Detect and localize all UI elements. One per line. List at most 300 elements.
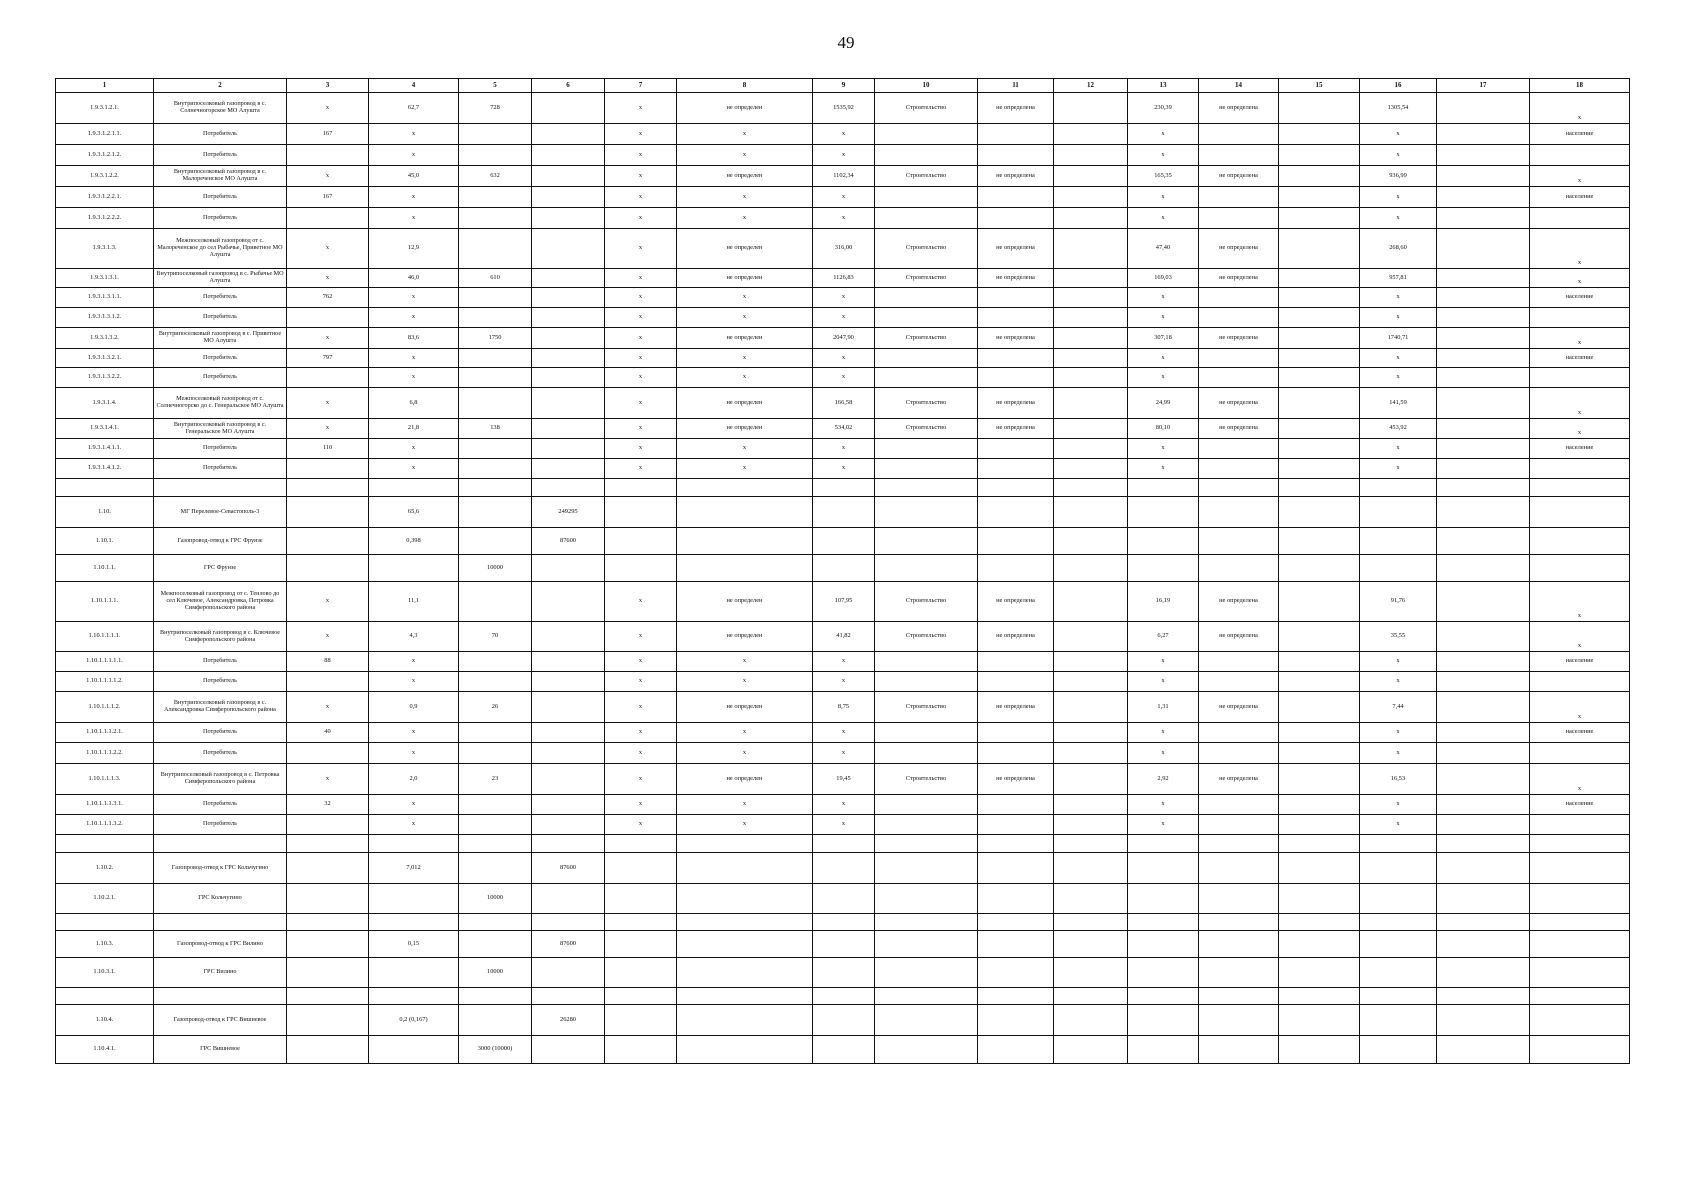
table-cell — [978, 988, 1054, 1005]
table-cell: 1.9.3.1.3.1. — [56, 269, 154, 288]
table-cell: 47,40 — [1128, 229, 1199, 269]
table-cell — [875, 884, 978, 914]
table-cell — [1199, 1005, 1279, 1036]
table-cell: не определен — [677, 269, 813, 288]
table-cell: 610 — [459, 269, 532, 288]
table-cell: х — [1530, 328, 1630, 349]
table-row — [56, 328, 1630, 349]
table-cell: не определен — [677, 419, 813, 439]
table-cell: население — [1530, 652, 1630, 672]
table-cell — [154, 479, 287, 497]
table-cell: не определена — [978, 229, 1054, 269]
table-cell — [978, 368, 1054, 388]
table-cell — [1279, 743, 1360, 764]
table-cell — [813, 497, 875, 528]
table-cell: не определен — [677, 622, 813, 652]
column-header: 14 — [1199, 79, 1279, 93]
table-cell: х — [1360, 145, 1437, 166]
table-cell — [1199, 723, 1279, 743]
table-cell: население — [1530, 187, 1630, 208]
table-cell: 7,44 — [1360, 692, 1437, 723]
table-cell: Потребитель — [154, 439, 287, 459]
table-row — [56, 622, 1630, 652]
table-cell: х — [1360, 795, 1437, 815]
table-cell: 307,18 — [1128, 328, 1199, 349]
table-cell: Строительство — [875, 622, 978, 652]
table-row — [56, 1036, 1630, 1064]
table-cell: х — [677, 652, 813, 672]
table-cell — [875, 187, 978, 208]
table-cell — [56, 835, 154, 853]
table-cell — [1437, 1036, 1530, 1064]
table-cell: х — [677, 349, 813, 368]
table-cell — [1054, 988, 1128, 1005]
column-header: 4 — [369, 79, 459, 93]
table-cell: х — [369, 723, 459, 743]
table-row — [56, 853, 1630, 884]
table-cell — [1437, 349, 1530, 368]
table-cell — [1054, 528, 1128, 555]
table-cell — [369, 884, 459, 914]
table-cell: х — [605, 166, 677, 187]
table-cell — [677, 528, 813, 555]
table-cell — [1437, 229, 1530, 269]
table-cell — [677, 958, 813, 988]
table-row — [56, 795, 1630, 815]
table-cell: не определена — [978, 269, 1054, 288]
table-cell — [875, 497, 978, 528]
table-cell: 0,9 — [369, 692, 459, 723]
table-cell: Межпоселковый газопровод от с. Малореченское до сел Рыбачье, Приветное МО Алушта — [154, 229, 287, 269]
table-cell: Потребитель — [154, 672, 287, 692]
table-cell — [1360, 988, 1437, 1005]
table-cell — [532, 652, 605, 672]
table-cell — [1437, 1005, 1530, 1036]
table-cell: х — [369, 652, 459, 672]
table-cell — [1437, 439, 1530, 459]
table-cell: Строительство — [875, 692, 978, 723]
table-cell: х — [1360, 368, 1437, 388]
column-header: 15 — [1279, 79, 1360, 93]
table-cell — [1054, 764, 1128, 795]
table-cell: 249295 — [532, 497, 605, 528]
table-cell: ГРС Вилино — [154, 958, 287, 988]
table-cell: не определена — [978, 419, 1054, 439]
table-cell — [1530, 208, 1630, 229]
table-cell — [1054, 853, 1128, 884]
column-header: 18 — [1530, 79, 1630, 93]
table-cell: х — [677, 723, 813, 743]
table-cell — [978, 853, 1054, 884]
table-cell — [1437, 419, 1530, 439]
table-cell — [1128, 479, 1199, 497]
table-cell: х — [1128, 459, 1199, 479]
table-row — [56, 388, 1630, 419]
table-cell: х — [1530, 419, 1630, 439]
table-cell — [1199, 349, 1279, 368]
table-cell: х — [369, 308, 459, 328]
table-cell — [1279, 187, 1360, 208]
table-cell: х — [369, 288, 459, 308]
table-cell: не определена — [1199, 764, 1279, 795]
table-cell — [459, 368, 532, 388]
table-cell — [1530, 308, 1630, 328]
table-cell: х — [605, 764, 677, 795]
table-cell — [1199, 459, 1279, 479]
column-header: 8 — [677, 79, 813, 93]
table-cell — [1054, 459, 1128, 479]
table-cell: 11,1 — [369, 582, 459, 622]
table-cell — [605, 1005, 677, 1036]
column-header: 10 — [875, 79, 978, 93]
table-cell: 65,6 — [369, 497, 459, 528]
table-cell — [1530, 1036, 1630, 1064]
table-cell: население — [1530, 795, 1630, 815]
table-cell: 1,31 — [1128, 692, 1199, 723]
table-cell: 1.9.3.1.3.2.2. — [56, 368, 154, 388]
table-cell: Газопровод-отвод к ГРС Кольчугино — [154, 853, 287, 884]
table-cell — [875, 835, 978, 853]
table-cell — [875, 349, 978, 368]
table-cell: 24,99 — [1128, 388, 1199, 419]
table-cell: 45,0 — [369, 166, 459, 187]
table-cell — [978, 208, 1054, 229]
table-cell: х — [1360, 208, 1437, 229]
table-cell: 12,9 — [369, 229, 459, 269]
table-cell: 19,45 — [813, 764, 875, 795]
table-cell: не определена — [1199, 328, 1279, 349]
table-cell — [532, 764, 605, 795]
table-cell — [1437, 93, 1530, 124]
table-cell: х — [813, 795, 875, 815]
table-cell — [1530, 672, 1630, 692]
table-cell: 1.9.3.1.2.1.1. — [56, 124, 154, 145]
table-cell: 1.10.1.1.1.2.2. — [56, 743, 154, 764]
table-cell — [1530, 835, 1630, 853]
table-cell: Строительство — [875, 388, 978, 419]
table-cell — [1279, 764, 1360, 795]
table-cell — [978, 672, 1054, 692]
table-cell: х — [287, 229, 369, 269]
table-cell — [1199, 672, 1279, 692]
table-cell: х — [677, 815, 813, 835]
table-cell — [1530, 743, 1630, 764]
table-cell — [1199, 914, 1279, 931]
table-cell: 16,19 — [1128, 582, 1199, 622]
table-cell — [1054, 93, 1128, 124]
table-cell — [677, 835, 813, 853]
table-cell — [532, 388, 605, 419]
table-cell — [1279, 528, 1360, 555]
table-cell — [459, 815, 532, 835]
table-cell: Строительство — [875, 419, 978, 439]
table-cell: 2047,90 — [813, 328, 875, 349]
table-cell: не определена — [1199, 419, 1279, 439]
table-cell: х — [677, 439, 813, 459]
table-cell — [813, 1005, 875, 1036]
table-cell: х — [1128, 743, 1199, 764]
table-row — [56, 931, 1630, 958]
table-cell — [459, 723, 532, 743]
table-row — [56, 815, 1630, 835]
table-cell — [1279, 93, 1360, 124]
table-cell — [532, 582, 605, 622]
table-cell: х — [369, 349, 459, 368]
table-cell: х — [1128, 308, 1199, 328]
table-cell: 166,58 — [813, 388, 875, 419]
table-cell — [1437, 459, 1530, 479]
table-cell: 41,82 — [813, 622, 875, 652]
table-cell: Внутрипоселковый газопровод в с. Приветное МО Алушта — [154, 328, 287, 349]
table-cell — [1054, 622, 1128, 652]
table-cell: Потребитель — [154, 288, 287, 308]
column-header: 7 — [605, 79, 677, 93]
table-cell — [875, 368, 978, 388]
table-cell — [1054, 328, 1128, 349]
table-cell — [287, 145, 369, 166]
table-cell — [1199, 958, 1279, 988]
table-cell: х — [369, 672, 459, 692]
table-cell: х — [1128, 145, 1199, 166]
table-cell: х — [813, 208, 875, 229]
table-cell — [875, 795, 978, 815]
table-cell: не определена — [978, 622, 1054, 652]
table-row — [56, 723, 1630, 743]
table-cell — [875, 555, 978, 582]
table-cell: х — [1128, 208, 1199, 229]
table-cell — [875, 1005, 978, 1036]
table-cell — [1530, 368, 1630, 388]
table-cell — [1360, 1036, 1437, 1064]
table-cell: 453,92 — [1360, 419, 1437, 439]
table-row — [56, 368, 1630, 388]
table-cell — [287, 672, 369, 692]
table-cell — [532, 308, 605, 328]
table-cell — [459, 229, 532, 269]
table-cell: х — [677, 459, 813, 479]
table-cell — [1437, 835, 1530, 853]
table-cell — [1279, 815, 1360, 835]
table-cell — [1437, 269, 1530, 288]
table-cell — [1054, 931, 1128, 958]
table-row — [56, 497, 1630, 528]
table-cell: х — [605, 368, 677, 388]
table-cell: 1535,92 — [813, 93, 875, 124]
table-cell: х — [605, 229, 677, 269]
table-cell — [1279, 368, 1360, 388]
table-cell — [978, 145, 1054, 166]
table-cell — [287, 459, 369, 479]
table-cell: Строительство — [875, 328, 978, 349]
table-cell — [1437, 208, 1530, 229]
table-cell: х — [1360, 308, 1437, 328]
table-cell: х — [369, 145, 459, 166]
table-cell — [978, 187, 1054, 208]
table-cell: 0,2 (0,167) — [369, 1005, 459, 1036]
table-cell — [1199, 368, 1279, 388]
table-cell — [1279, 853, 1360, 884]
table-cell — [875, 124, 978, 145]
table-cell: 10000 — [459, 958, 532, 988]
table-cell — [978, 497, 1054, 528]
table-cell — [813, 914, 875, 931]
page-number: 49 — [837, 33, 855, 52]
table-cell — [1054, 582, 1128, 622]
table-cell: не определена — [978, 166, 1054, 187]
table-cell — [532, 988, 605, 1005]
table-cell: Потребитель — [154, 815, 287, 835]
table-cell — [978, 723, 1054, 743]
table-cell — [1054, 208, 1128, 229]
table-cell: х — [605, 308, 677, 328]
table-cell: 1.9.3.1.3.1.1. — [56, 288, 154, 308]
table-cell: 1.10.1.1. — [56, 555, 154, 582]
table-cell — [875, 288, 978, 308]
table-cell: 6,8 — [369, 388, 459, 419]
table-cell — [1054, 419, 1128, 439]
table-cell: х — [369, 439, 459, 459]
table-cell — [605, 914, 677, 931]
table-cell: 87600 — [532, 528, 605, 555]
table-cell: 32 — [287, 795, 369, 815]
table-cell — [978, 1036, 1054, 1064]
table-cell — [532, 208, 605, 229]
table-cell — [875, 439, 978, 459]
table-cell: население — [1530, 124, 1630, 145]
table-cell: Внутрипоселковый газопровод в с. Петровка Симферопольского района — [154, 764, 287, 795]
table-cell — [532, 958, 605, 988]
table-cell — [813, 555, 875, 582]
table-cell: 88 — [287, 652, 369, 672]
table-cell — [978, 349, 1054, 368]
table-cell — [605, 528, 677, 555]
table-cell — [1279, 723, 1360, 743]
table-cell: 1.10.3.1. — [56, 958, 154, 988]
table-cell — [1437, 555, 1530, 582]
table-cell — [1437, 497, 1530, 528]
table-cell — [1360, 497, 1437, 528]
table-cell: х — [1128, 652, 1199, 672]
table-cell: 936,99 — [1360, 166, 1437, 187]
table-cell — [532, 459, 605, 479]
column-header: 11 — [978, 79, 1054, 93]
table-cell — [1279, 145, 1360, 166]
table-cell — [56, 479, 154, 497]
table-cell: Потребитель — [154, 208, 287, 229]
table-cell — [1054, 497, 1128, 528]
table-cell — [1530, 145, 1630, 166]
table-cell — [1437, 145, 1530, 166]
table-cell — [605, 555, 677, 582]
table-cell: х — [605, 187, 677, 208]
data-table — [55, 78, 1630, 1064]
table-cell: Потребитель — [154, 743, 287, 764]
table-row — [56, 208, 1630, 229]
table-cell: 1.10. — [56, 497, 154, 528]
table-cell — [1128, 931, 1199, 958]
table-cell — [1128, 884, 1199, 914]
table-cell — [1279, 988, 1360, 1005]
table-cell — [287, 988, 369, 1005]
table-cell — [875, 853, 978, 884]
table-cell: Потребитель — [154, 795, 287, 815]
table-cell: 1.10.1.1.1.1.1. — [56, 652, 154, 672]
table-cell — [1054, 835, 1128, 853]
table-cell: х — [369, 124, 459, 145]
table-cell: х — [1360, 672, 1437, 692]
table-cell — [1199, 439, 1279, 459]
table-cell: х — [287, 622, 369, 652]
table-cell — [605, 1036, 677, 1064]
table-cell: х — [287, 582, 369, 622]
table-cell: х — [1530, 582, 1630, 622]
table-cell: не определена — [1199, 622, 1279, 652]
table-cell — [1279, 692, 1360, 723]
table-cell — [875, 652, 978, 672]
table-cell: х — [813, 743, 875, 764]
table-cell — [532, 439, 605, 459]
table-cell — [1279, 288, 1360, 308]
table-cell: 26 — [459, 692, 532, 723]
table-cell — [287, 884, 369, 914]
table-row — [56, 439, 1630, 459]
table-cell — [532, 555, 605, 582]
table-row — [56, 884, 1630, 914]
table-cell: х — [605, 388, 677, 419]
table-cell: не определена — [1199, 93, 1279, 124]
table-cell: 1.9.3.1.2.2.1. — [56, 187, 154, 208]
table-cell — [1530, 497, 1630, 528]
table-cell: 167 — [287, 187, 369, 208]
table-cell: 0,15 — [369, 931, 459, 958]
table-cell: 1750 — [459, 328, 532, 349]
table-cell — [532, 145, 605, 166]
table-cell — [875, 528, 978, 555]
table-cell — [287, 368, 369, 388]
table-cell: не определена — [978, 764, 1054, 795]
table-cell: х — [677, 288, 813, 308]
table-cell — [532, 349, 605, 368]
table-cell — [1199, 1036, 1279, 1064]
table-cell: х — [813, 672, 875, 692]
table-cell: х — [677, 308, 813, 328]
table-cell — [1279, 672, 1360, 692]
table-cell: 7,012 — [369, 853, 459, 884]
table-cell — [532, 187, 605, 208]
table-cell — [1279, 931, 1360, 958]
table-cell — [813, 884, 875, 914]
table-cell — [1054, 124, 1128, 145]
table-cell: х — [1128, 672, 1199, 692]
table-cell: Межпоселковый газопровод от с. Тенлово до сел Ключевое, Александровка, Петровка Симферопольского района — [154, 582, 287, 622]
table-cell — [1437, 931, 1530, 958]
column-header: 9 — [813, 79, 875, 93]
table-cell — [1279, 652, 1360, 672]
table-cell — [369, 1036, 459, 1064]
table-cell: 1.10.1.1.1.1.2. — [56, 672, 154, 692]
column-header: 5 — [459, 79, 532, 93]
table-cell: Потребитель — [154, 145, 287, 166]
column-header: 6 — [532, 79, 605, 93]
table-cell — [1437, 166, 1530, 187]
table-cell: 80,10 — [1128, 419, 1199, 439]
table-cell — [1054, 1005, 1128, 1036]
table-cell — [1054, 388, 1128, 419]
table-cell: Газопровод-отвод к ГРС Вилино — [154, 931, 287, 958]
table-cell — [1054, 439, 1128, 459]
table-cell — [978, 958, 1054, 988]
table-cell: ГРС Вишневое — [154, 1036, 287, 1064]
